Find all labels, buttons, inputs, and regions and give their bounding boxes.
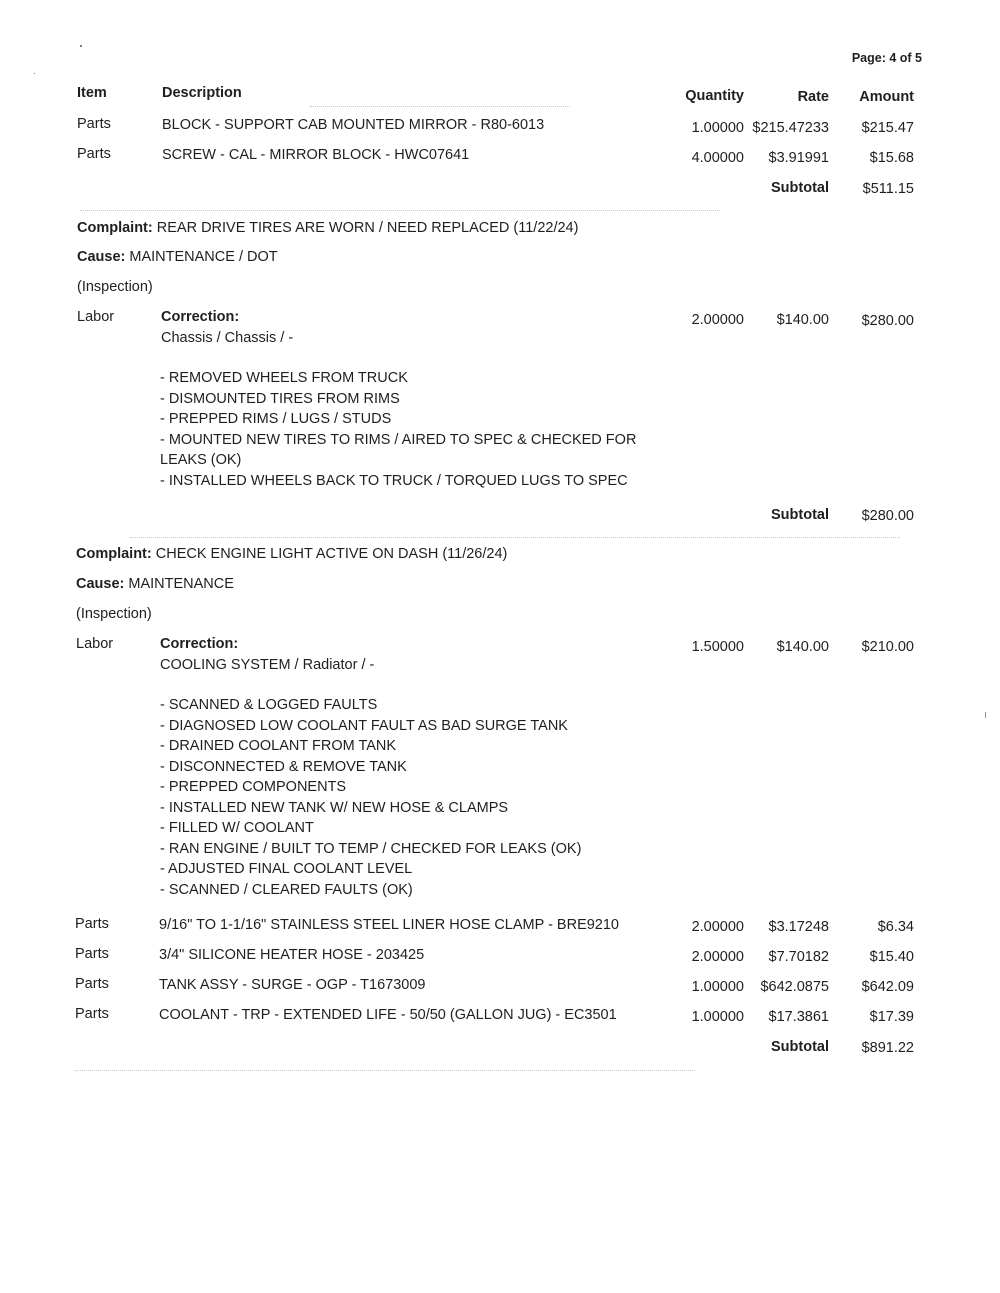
correction-steps — [160, 695, 581, 900]
correction-label: Correction: — [161, 309, 240, 325]
subtotal-label: Subtotal — [771, 507, 829, 523]
subtotal-amount: $280.00 — [861, 508, 914, 524]
divider — [80, 210, 720, 211]
correction-step: - PREPPED RIMS / LUGS / STUDS — [160, 411, 392, 427]
labor-rate: $140.00 — [776, 312, 829, 328]
labor-amount: $210.00 — [861, 639, 914, 655]
correction-step: - DIAGNOSED LOW COOLANT FAULT AS BAD SURGE TANK — [160, 717, 568, 734]
row-rate: $17.3861 — [768, 1009, 829, 1025]
divider — [75, 1070, 695, 1071]
row-quantity: 1.00000 — [691, 979, 744, 995]
row-rate: $642.0875 — [760, 979, 829, 995]
correction-step: - ADJUSTED FINAL COOLANT LEVEL — [160, 861, 413, 877]
divider — [130, 537, 900, 538]
divider — [310, 106, 570, 107]
row-description: SCREW - CAL - MIRROR BLOCK - HWC07641 — [162, 147, 470, 163]
correction-step: - PREPPED COMPONENTS — [160, 779, 347, 795]
correction-step: - RAN ENGINE / BUILT TO TEMP / CHECKED FOR LEAKS (OK) — [160, 840, 582, 857]
correction-steps — [160, 368, 636, 491]
row-amount: $17.39 — [869, 1009, 914, 1025]
row-rate: $3.17248 — [768, 919, 829, 935]
correction-step: - DISMOUNTED TIRES FROM RIMS — [160, 390, 400, 407]
inspection-label: (Inspection) — [76, 606, 152, 622]
complaint-label: Complaint: — [76, 546, 152, 562]
row-description: 9/16" TO 1-1/16" STAINLESS STEEL LINER HOSE CLAMP - BRE9210 — [159, 917, 619, 933]
row-quantity: 1.00000 — [691, 1009, 744, 1025]
row-item: Parts — [77, 116, 111, 132]
cause-label: Cause: — [76, 576, 125, 592]
row-rate: $7.70182 — [768, 949, 829, 965]
row-item: Parts — [77, 146, 111, 162]
correction-step: LEAKS (OK) — [160, 452, 242, 468]
correction-step: - SCANNED & LOGGED FAULTS — [160, 697, 378, 713]
cause-text: MAINTENANCE / DOT — [129, 249, 278, 265]
subtotal-amount: $511.15 — [862, 181, 914, 197]
correction-step: - DRAINED COOLANT FROM TANK — [160, 738, 397, 754]
row-description: TANK ASSY - SURGE - OGP - T1673009 — [159, 977, 426, 993]
scan-speck — [80, 45, 82, 47]
header-amount: Amount — [859, 89, 914, 105]
correction-step: - MOUNTED NEW TIRES TO RIMS / AIRED TO SPEC & CHECKED FOR — [160, 431, 637, 448]
header-item: Item — [77, 85, 107, 101]
inspection-label: (Inspection) — [77, 279, 153, 295]
row-amount: $15.40 — [869, 949, 914, 965]
row-amount: $15.68 — [869, 150, 914, 166]
correction-step: - INSTALLED NEW TANK W/ NEW HOSE & CLAMPS — [160, 799, 509, 816]
labor-rate: $140.00 — [776, 639, 829, 655]
correction-step: - FILLED W/ COOLANT — [160, 820, 314, 836]
labor-item: Labor — [76, 636, 114, 652]
row-amount: $6.34 — [877, 919, 914, 935]
subtotal-label: Subtotal — [771, 180, 829, 196]
row-amount: $215.47 — [861, 120, 914, 136]
correction-category: COOLING SYSTEM / Radiator / - — [160, 657, 375, 673]
scan-speck — [34, 73, 35, 74]
correction-step: - REMOVED WHEELS FROM TRUCK — [160, 370, 408, 386]
complaint-text: CHECK ENGINE LIGHT ACTIVE ON DASH (11/26/24) — [155, 546, 508, 562]
complaint-text: REAR DRIVE TIRES ARE WORN / NEED REPLACED (11/22/24) — [156, 220, 579, 236]
row-rate: $3.91991 — [768, 150, 829, 166]
correction-step: - INSTALLED WHEELS BACK TO TRUCK / TORQUED LUGS TO SPEC — [160, 472, 628, 489]
row-item: Parts — [75, 1006, 109, 1022]
correction-label: Correction: — [160, 636, 239, 652]
cause-line — [76, 576, 234, 592]
complaint-line — [76, 546, 507, 562]
header-description: Description — [162, 85, 242, 101]
header-quantity: Quantity — [685, 88, 744, 104]
row-description: BLOCK - SUPPORT CAB MOUNTED MIRROR - R80-6013 — [162, 117, 545, 133]
page-number: Page: 4 of 5 — [851, 51, 922, 65]
cause-label: Cause: — [77, 249, 126, 265]
row-quantity: 4.00000 — [691, 150, 744, 166]
correction-category: Chassis / Chassis / - — [161, 330, 294, 346]
cause-line — [77, 249, 278, 265]
correction-step: - DISCONNECTED & REMOVE TANK — [160, 758, 407, 775]
row-item: Parts — [75, 946, 109, 962]
correction-step: - SCANNED / CLEARED FAULTS (OK) — [160, 881, 413, 898]
labor-item: Labor — [77, 309, 115, 325]
row-quantity: 2.00000 — [691, 919, 744, 935]
row-rate: $215.47233 — [752, 120, 829, 136]
row-quantity: 2.00000 — [691, 949, 744, 965]
scan-speck — [985, 712, 986, 718]
labor-quantity: 2.00000 — [691, 312, 744, 328]
cause-text: MAINTENANCE — [128, 576, 234, 592]
complaint-line — [77, 220, 578, 236]
header-rate: Rate — [797, 89, 829, 105]
labor-quantity: 1.50000 — [691, 639, 744, 655]
subtotal-label: Subtotal — [771, 1039, 829, 1055]
row-description: COOLANT - TRP - EXTENDED LIFE - 50/50 (GALLON JUG) - EC3501 — [159, 1007, 617, 1023]
row-quantity: 1.00000 — [691, 120, 744, 136]
row-description: 3/4" SILICONE HEATER HOSE - 203425 — [159, 947, 425, 963]
subtotal-amount: $891.22 — [861, 1040, 914, 1056]
row-amount: $642.09 — [861, 979, 914, 995]
row-item: Parts — [75, 976, 109, 992]
labor-amount: $280.00 — [861, 313, 914, 329]
row-item: Parts — [75, 916, 109, 932]
complaint-label: Complaint: — [77, 220, 153, 236]
